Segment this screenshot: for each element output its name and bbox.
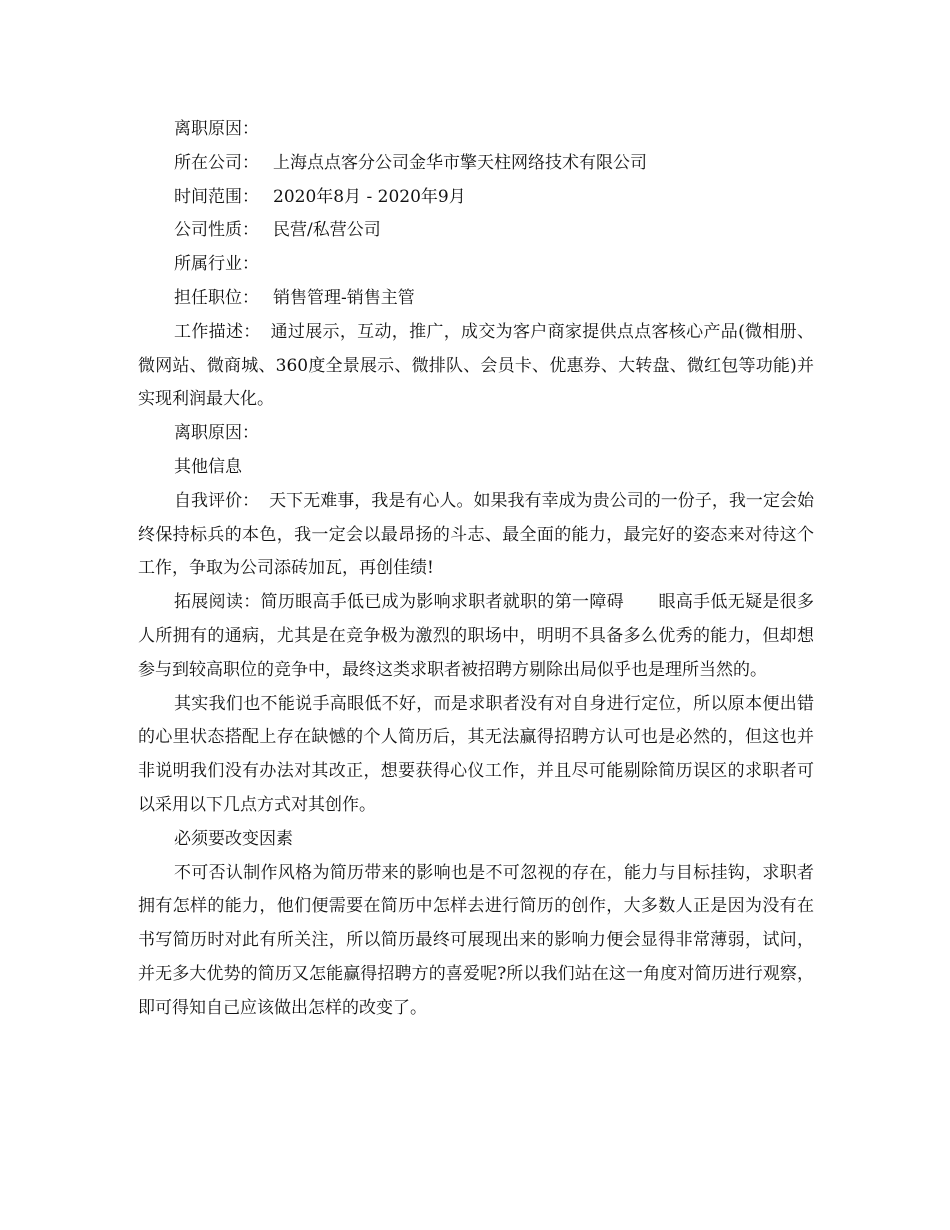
field-label: 所在公司： bbox=[174, 152, 259, 173]
field-value: 天下无难事，我是有心人。如果我有幸成为贵公司的一份子，我一定会始终保持标兵的本色，我一定会以最昂扬的斗志、最全面的能力，最完好的姿态来对待这个工作，争取为公司添砖加瓦，再创佳绩! bbox=[138, 490, 815, 579]
field-value: 上海点点客分公司金华市擎天柱网络技术有限公司 bbox=[273, 152, 647, 173]
field-value: 2020年8月 - 2020年9月 bbox=[273, 186, 466, 207]
field-label: 工作描述： bbox=[174, 321, 261, 342]
field-leave-reason-1 bbox=[138, 113, 814, 147]
field-self-evaluation bbox=[138, 485, 814, 586]
field-label: 所属行业： bbox=[174, 254, 259, 275]
paragraph-3: 不可否认制作风格为简历带来的影响也是不可忽视的存在，能力与目标挂钩，求职者拥有怎样的能力，他们便需要在简历中怎样去进行简历的创作，大多数人正是因为没有在书写简历时对此有所关注，所以简历最终可展现出来的影响力便会显得非常薄弱，试问，并无多大优势的简历又怎能赢得招聘方的喜爱呢?所以我们站在这一角度对简历进行观察，即可得知自己应该做出怎样的改变了。 bbox=[138, 862, 814, 1018]
field-label: 时间范围： bbox=[174, 186, 259, 207]
field-industry bbox=[138, 248, 814, 282]
field-value: 通过展示，互动，推广，成交为客户商家提供点点客核心产品(微相册、微网站、微商城、360度全景展示、微排队、会员卡、优惠券、大转盘、微红包等功能)并实现利润最大化。 bbox=[138, 321, 814, 410]
document-body bbox=[138, 113, 814, 1026]
field-label: 公司性质： bbox=[174, 220, 259, 241]
field-value: 民营/私营公司 bbox=[273, 220, 381, 241]
field-label: 离职原因： bbox=[174, 119, 259, 139]
section-heading-other-info: 其他信息 bbox=[174, 456, 242, 477]
field-label: 自我评价： bbox=[174, 490, 260, 511]
field-time-range bbox=[138, 181, 814, 215]
field-value: 销售管理-销售主管 bbox=[273, 287, 415, 308]
field-position bbox=[138, 282, 814, 316]
field-job-description bbox=[138, 316, 814, 417]
subheading-must-change: 必须要改变因素 bbox=[174, 828, 293, 849]
field-label: 离职原因： bbox=[174, 423, 259, 444]
field-leave-reason-2 bbox=[138, 417, 814, 451]
field-label: 担任职位： bbox=[174, 287, 259, 308]
paragraph-extended-reading: 拓展阅读：简历眼高手低已成为影响求职者就职的第一障碍 眼高手低无疑是很多人所拥有的通病，尤其是在竞争极为激烈的职场中，明明不具备多么优秀的能力，但却想参与到较高职位的竞争中，最终这类求职者被招聘方剔除出局似乎也是理所当然的。 bbox=[138, 592, 814, 680]
field-company-nature bbox=[138, 214, 814, 248]
paragraph-2: 其实我们也不能说手高眼低不好，而是求职者没有对自身进行定位，所以原本便出错的心里状态搭配上存在缺憾的个人简历后，其无法赢得招聘方认可也是必然的，但这也并非说明我们没有办法对其改正，想要获得心仪工作，并且尽可能剔除简历误区的求职者可以采用以下几点方式对其创作。 bbox=[138, 693, 814, 815]
field-company bbox=[138, 147, 814, 181]
